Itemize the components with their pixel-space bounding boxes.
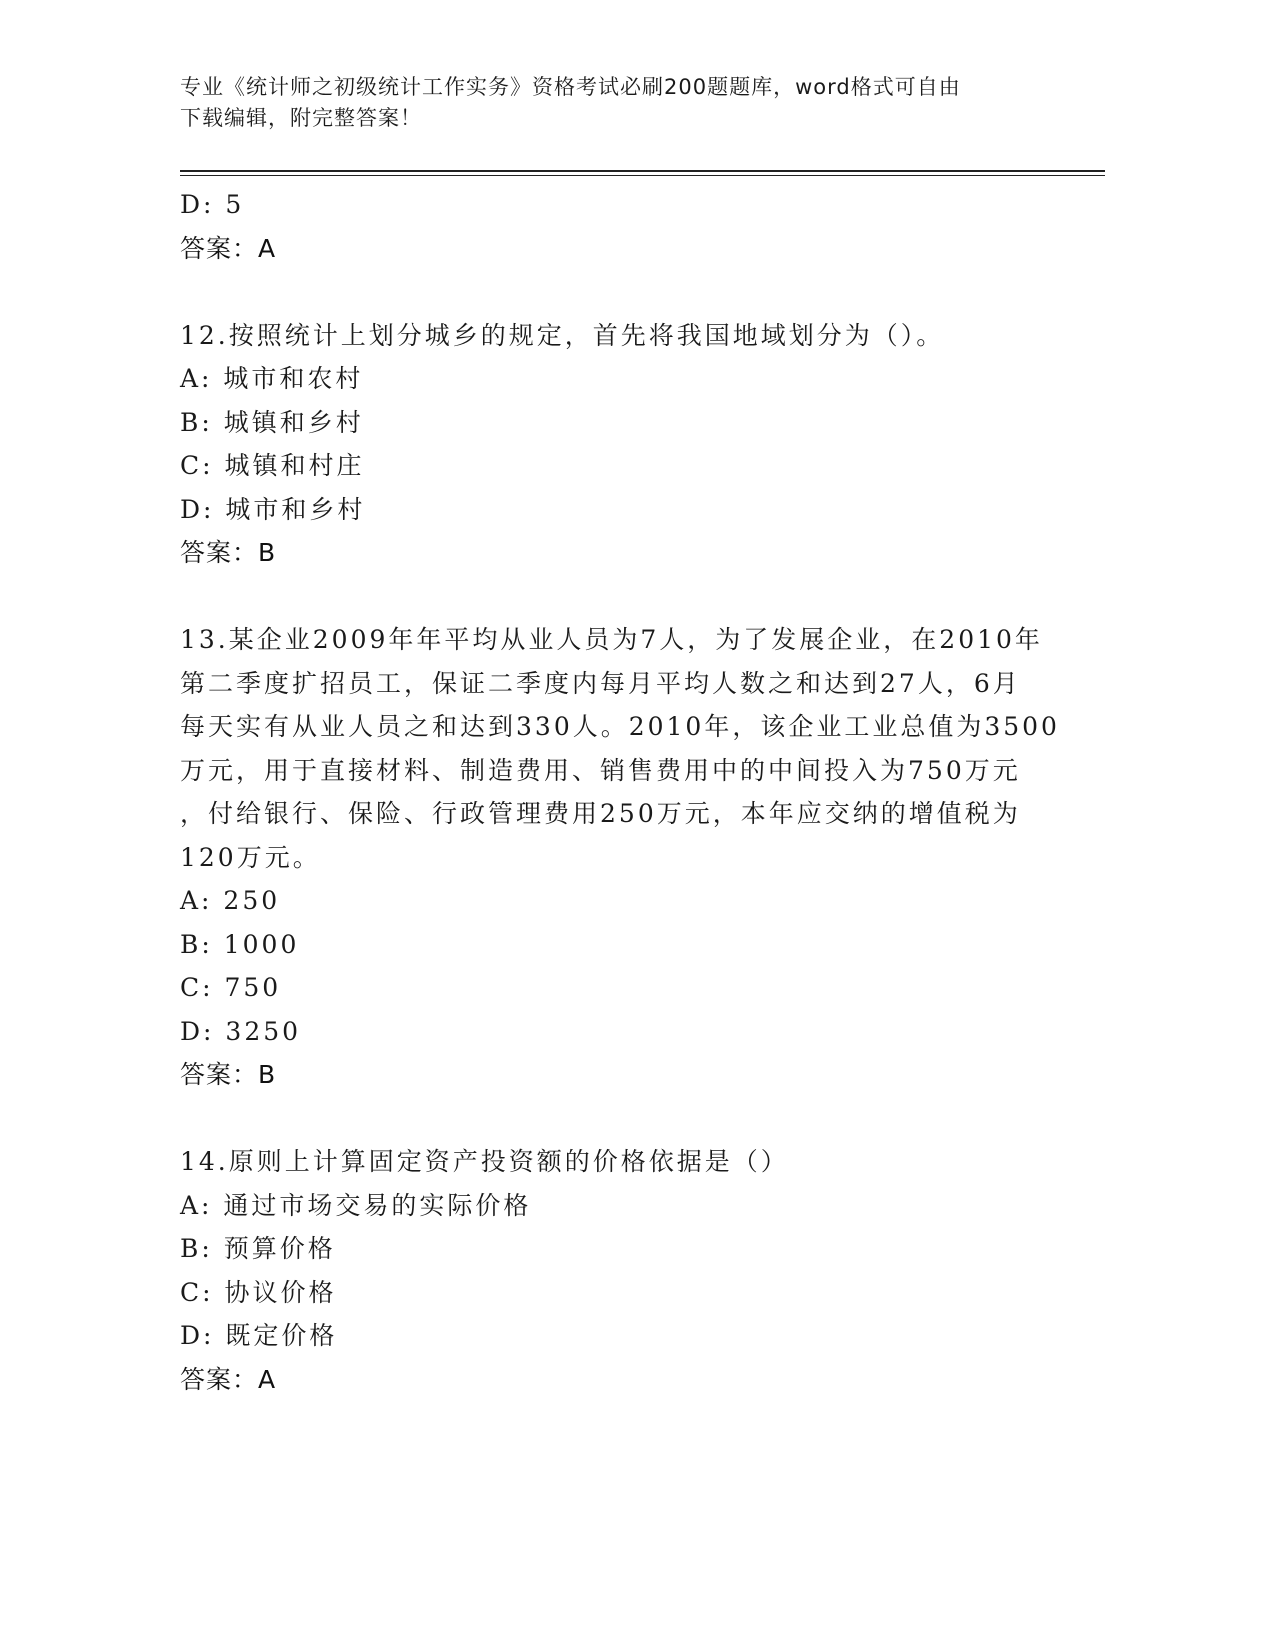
question-12: [180, 314, 1040, 575]
question-stem: [180, 618, 1060, 879]
stem-line: 120万元。: [180, 842, 321, 872]
option-d: D: 城市和乡村: [180, 494, 366, 524]
question-stem: [180, 1140, 1040, 1184]
stem-line: 12.按照统计上划分城乡的规定，首先将我国地域划分为（）。: [180, 320, 945, 350]
question-13: [180, 618, 1060, 1097]
answer: 答案：A: [180, 1364, 277, 1394]
spacer: [180, 270, 1040, 314]
header-line-1: 专业《统计师之初级统计工作实务》资格考试必刷200题题库，word格式可自由: [180, 75, 961, 99]
question-stem: [180, 314, 1040, 358]
document-header: [180, 72, 1040, 134]
stem-line: 第二季度扩招员工，保证二季度内每月平均人数之和达到27人，6月: [180, 668, 1021, 698]
option-b: B: 预算价格: [180, 1234, 336, 1263]
prev-option-d: D: 5: [180, 190, 245, 219]
question-list: [180, 183, 1060, 1401]
answer: 答案：B: [180, 1060, 277, 1089]
option-a: A: 城市和农村: [180, 364, 364, 393]
header-rule-top: [180, 170, 1105, 172]
stem-line: 每天实有从业人员之和达到330人。2010年，该企业工业总值为3500: [180, 712, 1060, 741]
option-c: C: 协议价格: [180, 1277, 337, 1307]
spacer: [180, 575, 1040, 619]
header-rule-bottom: [180, 175, 1105, 176]
stem-line: 万元，用于直接材料、制造费用、销售费用中的中间投入为750万元: [180, 755, 1021, 785]
option-a: A: 通过市场交易的实际价格: [180, 1190, 532, 1220]
header-line-2: 下载编辑，附完整答案！: [180, 106, 422, 130]
prev-answer: 答案：A: [180, 233, 277, 263]
option-b: B: 1000: [180, 929, 300, 959]
option-b: B: 城镇和乡村: [180, 407, 364, 437]
stem-line: ，付给银行、保险、行政管理费用250万元，本年应交纳的增值税为: [180, 799, 1021, 828]
option-d: D: 3250: [180, 1016, 302, 1046]
answer: 答案：B: [180, 538, 277, 567]
spacer: [180, 1097, 1040, 1141]
option-c: C: 城镇和村庄: [180, 451, 365, 480]
option-d: D: 既定价格: [180, 1321, 338, 1350]
stem-line: 14.原则上计算固定资产投资额的价格依据是（）: [180, 1147, 789, 1176]
option-a: A: 250: [180, 886, 281, 915]
stem-line: 13.某企业2009年年平均从业人员为7人，为了发展企业，在2010年: [180, 625, 1043, 654]
question-14: [180, 1140, 1040, 1401]
option-c: C: 750: [180, 973, 282, 1002]
